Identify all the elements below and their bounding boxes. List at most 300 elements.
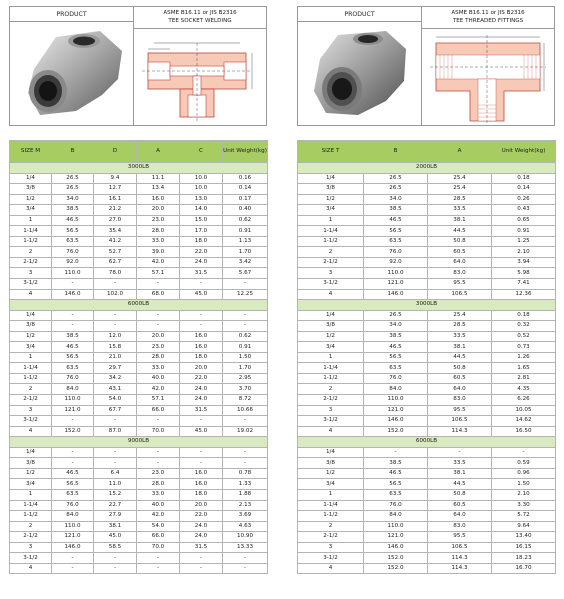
table-cell: 16.15 [492, 542, 556, 553]
table-cell: 38.5 [364, 458, 428, 469]
table-cell: 2-1/2 [10, 257, 52, 268]
table-cell: 0.32 [492, 321, 556, 332]
table-cell: - [428, 447, 492, 458]
table-cell: 106.5 [428, 289, 492, 300]
table-cell: 44.5 [428, 226, 492, 237]
table-cell: 5.72 [492, 511, 556, 522]
table-cell: 4 [298, 289, 364, 300]
table-row [10, 173, 268, 184]
table-cell: 45.0 [180, 426, 223, 437]
table-cell: - [223, 553, 268, 564]
table-cell: 1-1/4 [10, 500, 52, 511]
table-cell: 34.2 [94, 373, 137, 384]
table-cell: 26.5 [52, 173, 94, 184]
table-cell: 3/8 [10, 458, 52, 469]
threaded-tee-panel [297, 6, 555, 574]
table-cell: 7.41 [492, 279, 556, 290]
table-cell: 106.5 [428, 416, 492, 427]
table-cell: 38.5 [364, 205, 428, 216]
table-cell: 1.33 [223, 479, 268, 490]
table-cell: 23.0 [137, 342, 180, 353]
table-cell: 0.17 [223, 194, 268, 205]
col-c: C [180, 141, 223, 163]
table-row [298, 194, 556, 205]
table-cell: 18.0 [180, 489, 223, 500]
table-cell: 121.0 [364, 279, 428, 290]
table-cell: 0.52 [492, 331, 556, 342]
table-cell: 0.96 [492, 468, 556, 479]
table-cell: 4 [10, 563, 52, 574]
table-cell: 4 [298, 426, 364, 437]
table-row [298, 173, 556, 184]
table-row [298, 511, 556, 522]
table-cell: - [492, 447, 556, 458]
table-cell: 3 [10, 405, 52, 416]
pressure-class-row [298, 163, 556, 174]
table-cell: 1/4 [10, 310, 52, 321]
table-row [10, 236, 268, 247]
standard-title: ASME B16.11 or JIS B2316 TEE THREADED FITTINGS [422, 7, 554, 29]
table-cell: 28.5 [428, 194, 492, 205]
product-cell [298, 7, 422, 125]
table-cell: 22.7 [94, 500, 137, 511]
table-cell: 83.0 [428, 268, 492, 279]
col-a: A [428, 141, 492, 163]
table-cell: 20.0 [180, 363, 223, 374]
table-row [10, 321, 268, 332]
table-row [298, 352, 556, 363]
table-cell: 64.0 [428, 384, 492, 395]
table-cell: 1-1/4 [298, 363, 364, 374]
table-cell: 28.0 [137, 352, 180, 363]
table-cell: 0.62 [223, 215, 268, 226]
table-cell: 6.4 [94, 468, 137, 479]
table-row [10, 268, 268, 279]
table-cell: 31.5 [180, 268, 223, 279]
table-row [10, 363, 268, 374]
table-cell: 2.81 [492, 373, 556, 384]
table-cell: 4.63 [223, 521, 268, 532]
table-cell: 38.1 [428, 342, 492, 353]
threaded-tee-drawing [428, 33, 550, 123]
table-cell: 146.0 [364, 416, 428, 427]
table-cell: 60.5 [428, 373, 492, 384]
table-cell: 15.0 [180, 215, 223, 226]
table-cell: 64.0 [428, 511, 492, 522]
table-cell: 52.7 [94, 247, 137, 258]
table-row [298, 279, 556, 290]
table-cell: 67.7 [94, 405, 137, 416]
table-row [298, 542, 556, 553]
table-cell: 76.0 [52, 373, 94, 384]
table-cell: 24.0 [180, 257, 223, 268]
table-cell: 1.70 [223, 247, 268, 258]
table-cell: 63.5 [364, 489, 428, 500]
table-row [10, 352, 268, 363]
spec-header [297, 6, 555, 126]
table-cell: - [94, 321, 137, 332]
table-cell: 46.5 [364, 468, 428, 479]
col-b: B [364, 141, 428, 163]
pressure-class-row [298, 437, 556, 448]
table-cell: - [94, 279, 137, 290]
table-cell: 26.5 [364, 184, 428, 195]
table-cell: - [52, 447, 94, 458]
table-row [298, 226, 556, 237]
table-row [10, 479, 268, 490]
table-cell: 3 [298, 405, 364, 416]
table-cell: 2 [10, 384, 52, 395]
pressure-class-label: 3000LB [10, 163, 268, 174]
table-cell: 56.5 [364, 352, 428, 363]
table-cell: 10.0 [180, 173, 223, 184]
table-cell: 63.5 [364, 363, 428, 374]
table-row [298, 310, 556, 321]
table-cell: 16.0 [180, 479, 223, 490]
table-row [10, 511, 268, 522]
table-cell: 1 [298, 489, 364, 500]
table-cell: 152.0 [364, 553, 428, 564]
table-cell: 1-1/4 [298, 500, 364, 511]
table-cell: 20.0 [137, 205, 180, 216]
socket-weld-tee-panel [9, 6, 267, 574]
table-row [298, 468, 556, 479]
table-row [10, 405, 268, 416]
table-cell: 2.95 [223, 373, 268, 384]
table-cell: 62.7 [94, 257, 137, 268]
socket-tee-photo [18, 29, 126, 119]
table-cell: 1 [10, 215, 52, 226]
table-cell: - [94, 553, 137, 564]
table-cell: 3.69 [223, 511, 268, 522]
table-cell: 0.91 [492, 226, 556, 237]
table-cell: 42.0 [137, 384, 180, 395]
table-cell: 70.0 [137, 426, 180, 437]
table-cell: 33.0 [137, 236, 180, 247]
table-cell: 0.43 [492, 205, 556, 216]
pressure-class-label: 9000LB [10, 437, 268, 448]
table-cell: 10.90 [223, 532, 268, 543]
col-size: SIZE M [10, 141, 52, 163]
table-cell: 3-1/2 [10, 553, 52, 564]
table-cell: 1.25 [492, 236, 556, 247]
table-row [298, 532, 556, 543]
table-cell: 28.0 [137, 479, 180, 490]
table-row [10, 426, 268, 437]
table-cell: 63.5 [52, 363, 94, 374]
table-cell: 56.5 [52, 479, 94, 490]
table-cell: 3-1/2 [10, 279, 52, 290]
product-title: PRODUCT [10, 7, 133, 22]
spec-header [9, 6, 267, 126]
table-cell: 1-1/2 [298, 511, 364, 522]
table-cell: 54.0 [137, 521, 180, 532]
table-row [10, 215, 268, 226]
table-cell: 121.0 [52, 532, 94, 543]
table-cell: - [94, 447, 137, 458]
table-cell: - [137, 553, 180, 564]
table-cell: - [137, 321, 180, 332]
table-cell: 2-1/2 [10, 532, 52, 543]
table-cell: 40.0 [137, 500, 180, 511]
table-cell: 4 [10, 426, 52, 437]
table-header-row [10, 141, 268, 163]
table-cell: 3/4 [298, 479, 364, 490]
table-cell: 46.5 [364, 342, 428, 353]
table-cell: 3/8 [298, 458, 364, 469]
drawing-cell [134, 7, 266, 125]
pressure-class-label: 3000LB [298, 300, 556, 311]
table-cell: 56.5 [52, 226, 94, 237]
table-cell: 44.5 [428, 479, 492, 490]
table-cell: 3/8 [10, 184, 52, 195]
table-cell: 3/8 [10, 321, 52, 332]
table-row [10, 205, 268, 216]
col-unit-weight: Unit Weight(kg) [492, 141, 556, 163]
table-cell: - [180, 279, 223, 290]
table-cell: 54.0 [94, 395, 137, 406]
table-cell: 2-1/2 [298, 257, 364, 268]
table-cell: - [364, 447, 428, 458]
table-cell: 1 [298, 352, 364, 363]
table-cell: 19.02 [223, 426, 268, 437]
table-cell: 5.98 [492, 268, 556, 279]
table-cell: 1-1/2 [10, 236, 52, 247]
table-cell: 13.0 [180, 194, 223, 205]
table-cell: 28.5 [428, 321, 492, 332]
pressure-class-row [10, 437, 268, 448]
table-cell: 84.0 [52, 384, 94, 395]
table-cell: - [52, 279, 94, 290]
table-row [10, 384, 268, 395]
table-cell: - [180, 310, 223, 321]
table-cell: 3/4 [298, 205, 364, 216]
table-cell: 110.0 [52, 268, 94, 279]
table-row [10, 279, 268, 290]
table-cell: 1/4 [10, 447, 52, 458]
table-cell: 44.5 [428, 352, 492, 363]
table-cell: 45.0 [94, 532, 137, 543]
table-cell: 42.0 [137, 511, 180, 522]
table-cell: 4.35 [492, 384, 556, 395]
threaded-table [297, 140, 556, 574]
table-cell: 50.8 [428, 236, 492, 247]
socket-tee-drawing [140, 33, 262, 123]
table-cell: 2 [10, 247, 52, 258]
table-cell: 13.4 [137, 184, 180, 195]
table-cell: 3 [298, 542, 364, 553]
table-cell: 1-1/4 [10, 363, 52, 374]
table-cell: 38.1 [428, 468, 492, 479]
table-row [298, 447, 556, 458]
table-cell: 34.0 [52, 194, 94, 205]
table-row [298, 373, 556, 384]
table-cell: 0.73 [492, 342, 556, 353]
table-cell: 1 [10, 489, 52, 500]
table-cell: 92.0 [364, 257, 428, 268]
table-cell: 1-1/2 [298, 236, 364, 247]
table-cell: 24.0 [180, 384, 223, 395]
table-cell: 8.72 [223, 395, 268, 406]
table-cell: 3.70 [223, 384, 268, 395]
table-row [10, 289, 268, 300]
table-cell: 9.64 [492, 521, 556, 532]
table-cell: 0.91 [223, 342, 268, 353]
table-cell: 152.0 [364, 426, 428, 437]
table-cell: 2.10 [492, 489, 556, 500]
table-cell: 64.0 [428, 257, 492, 268]
table-cell: 0.14 [223, 184, 268, 195]
table-cell: - [180, 447, 223, 458]
table-cell: 60.5 [428, 247, 492, 258]
table-cell: 2 [10, 521, 52, 532]
table-cell: 95.5 [428, 405, 492, 416]
table-cell: 2 [298, 247, 364, 258]
table-cell: 114.3 [428, 426, 492, 437]
table-cell: 1.50 [492, 479, 556, 490]
table-cell: 1/4 [10, 173, 52, 184]
pressure-class-label: 2000LB [298, 163, 556, 174]
pressure-class-label: 6000LB [10, 300, 268, 311]
pressure-class-label: 6000LB [298, 437, 556, 448]
table-cell: 1 [10, 352, 52, 363]
table-cell: 76.0 [364, 500, 428, 511]
table-cell: - [223, 416, 268, 427]
table-cell: 22.0 [180, 373, 223, 384]
table-cell: - [94, 563, 137, 574]
table-cell: 15.2 [94, 489, 137, 500]
pressure-class-row [10, 300, 268, 311]
table-cell: 25.4 [428, 184, 492, 195]
table-row [298, 268, 556, 279]
table-cell: 57.1 [137, 268, 180, 279]
table-cell: 3/4 [10, 342, 52, 353]
table-cell: - [137, 447, 180, 458]
table-cell: 84.0 [364, 384, 428, 395]
table-cell: 18.0 [180, 236, 223, 247]
table-cell: 27.0 [94, 215, 137, 226]
table-cell: 14.0 [180, 205, 223, 216]
table-cell: 0.91 [223, 226, 268, 237]
table-cell: 92.0 [52, 257, 94, 268]
table-cell: 11.1 [137, 173, 180, 184]
table-cell: 0.62 [223, 331, 268, 342]
table-cell: 25.4 [428, 310, 492, 321]
table-cell: 106.5 [428, 542, 492, 553]
table-row [10, 310, 268, 321]
table-cell: 38.5 [52, 331, 94, 342]
table-cell: 56.5 [364, 479, 428, 490]
table-cell: 10.0 [180, 184, 223, 195]
table-cell: 146.0 [52, 289, 94, 300]
table-cell: 1.70 [223, 363, 268, 374]
table-row [298, 395, 556, 406]
pressure-class-row [10, 163, 268, 174]
table-row [298, 521, 556, 532]
table-cell: 1-1/2 [10, 511, 52, 522]
table-cell: 1-1/4 [298, 226, 364, 237]
table-cell: 46.5 [52, 215, 94, 226]
table-cell: 46.5 [52, 342, 94, 353]
table-cell: - [137, 310, 180, 321]
table-cell: 29.7 [94, 363, 137, 374]
table-cell: 31.5 [180, 542, 223, 553]
table-cell: 10.66 [223, 405, 268, 416]
table-cell: 3.42 [223, 257, 268, 268]
table-cell: 10.05 [492, 405, 556, 416]
table-cell: 16.1 [94, 194, 137, 205]
table-cell: 121.0 [364, 532, 428, 543]
table-cell: 95.5 [428, 279, 492, 290]
product-title: PRODUCT [298, 7, 421, 22]
table-row [10, 458, 268, 469]
table-cell: 22.0 [180, 511, 223, 522]
table-cell: 42.0 [137, 257, 180, 268]
table-cell: 152.0 [364, 563, 428, 574]
table-cell: 34.0 [364, 321, 428, 332]
table-cell: 76.0 [52, 500, 94, 511]
table-cell: 33.5 [428, 205, 492, 216]
table-cell: 152.0 [52, 426, 94, 437]
col-d: D [94, 141, 137, 163]
table-cell: - [223, 563, 268, 574]
table-cell: 50.8 [428, 489, 492, 500]
table-cell: 21.0 [94, 352, 137, 363]
table-cell: 14.62 [492, 416, 556, 427]
table-cell: 18.0 [180, 352, 223, 363]
table-cell: 146.0 [364, 542, 428, 553]
table-row [298, 553, 556, 564]
table-cell: 38.1 [428, 215, 492, 226]
table-cell: - [137, 279, 180, 290]
table-cell: 33.5 [428, 331, 492, 342]
table-cell: 16.70 [492, 563, 556, 574]
table-cell: 3-1/2 [10, 416, 52, 427]
table-cell: 102.0 [94, 289, 137, 300]
table-cell: 3/4 [298, 342, 364, 353]
table-cell: - [180, 416, 223, 427]
table-row [298, 215, 556, 226]
table-cell: - [137, 458, 180, 469]
table-row [298, 289, 556, 300]
table-cell: 46.5 [52, 468, 94, 479]
table-cell: 26.5 [364, 310, 428, 321]
table-cell: - [180, 458, 223, 469]
table-cell: 26.5 [52, 184, 94, 195]
table-cell: 3/8 [298, 184, 364, 195]
table-cell: 12.0 [94, 331, 137, 342]
table-cell: 11.0 [94, 479, 137, 490]
table-cell: 0.59 [492, 458, 556, 469]
table-row [10, 532, 268, 543]
table-cell: 1/4 [298, 310, 364, 321]
table-cell: 76.0 [364, 247, 428, 258]
table-cell: - [223, 458, 268, 469]
table-cell: 1 [298, 215, 364, 226]
table-cell: 0.26 [492, 194, 556, 205]
socket-weld-table [9, 140, 268, 574]
table-cell: 18.23 [492, 553, 556, 564]
table-cell: 63.5 [52, 236, 94, 247]
table-cell: 1/2 [298, 194, 364, 205]
table-cell: 1-1/2 [10, 373, 52, 384]
table-cell: 2 [298, 521, 364, 532]
table-cell: - [137, 416, 180, 427]
table-row [10, 257, 268, 268]
table-cell: 15.8 [94, 342, 137, 353]
table-row [298, 479, 556, 490]
table-cell: 121.0 [52, 405, 94, 416]
